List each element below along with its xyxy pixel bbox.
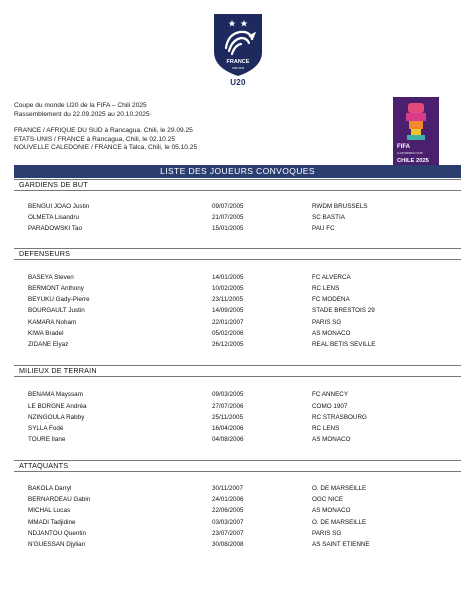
player-birthdate: 24/01/2006 — [212, 496, 244, 503]
player-birthdate: 16/04/2006 — [212, 425, 244, 432]
fff-crest-logo — [210, 12, 266, 78]
player-club: FC MODENA — [312, 296, 350, 303]
crest-federation-text: FRANCE — [226, 59, 250, 65]
player-row — [0, 295, 475, 305]
player-birthdate: 26/12/2005 — [212, 341, 244, 348]
player-birthdate: 22/06/2005 — [212, 507, 244, 514]
player-club: FC ANNECY — [312, 391, 349, 398]
player-birthdate: 23/11/2005 — [212, 296, 244, 303]
player-name: NDJANTOU Quentin — [28, 530, 86, 537]
player-club: O. DE MARSEILLE — [312, 519, 367, 526]
match-line: NOUVELLE CALEDONIE / FRANCE à Talca, Chili, le 05.10.25 — [14, 144, 198, 151]
player-row — [0, 202, 475, 212]
player-club: AS MONACO — [312, 507, 351, 514]
competition-line: Coupe du monde U20 de la FIFA – Chili 2025 — [14, 102, 147, 109]
player-row — [0, 435, 475, 445]
player-row — [0, 402, 475, 412]
player-birthdate: 15/01/2005 — [212, 225, 244, 232]
player-name: MICHAL Lucas — [28, 507, 71, 514]
player-name: SYLLA Fodé — [28, 425, 64, 432]
player-name: KIWA Bradel — [28, 330, 64, 337]
u20-label: U20 — [230, 78, 246, 87]
player-row — [0, 495, 475, 505]
player-birthdate: 04/08/2006 — [212, 436, 244, 443]
player-name: BERMONT Anthony — [28, 285, 84, 292]
player-name: BERNARDEAU Gabin — [28, 496, 91, 503]
player-birthdate: 25/11/2005 — [212, 414, 244, 421]
player-club: PARIS SG — [312, 319, 342, 326]
player-club: STADE BRESTOIS 29 — [312, 307, 375, 314]
player-club: AS MONACO — [312, 330, 351, 337]
crest-stars-text: 1998 2018 — [231, 67, 245, 70]
world-cup-line: U-20 WORLD CUP — [397, 151, 423, 155]
player-name: N'GUESSAN Djylian — [28, 541, 86, 548]
player-row — [0, 390, 475, 400]
player-name: BAKOLA Darryl — [28, 485, 72, 492]
player-name: OLMETA Lisandru — [28, 214, 79, 221]
player-row — [0, 413, 475, 423]
section-heading-goalkeepers: GARDIENS DE BUT — [14, 179, 461, 191]
player-row — [0, 318, 475, 328]
player-name: BENAMA Mayssam — [28, 391, 83, 398]
player-birthdate: 14/01/2005 — [212, 274, 244, 281]
player-club: RC LENS — [312, 425, 340, 432]
player-birthdate: 30/08/2008 — [212, 541, 244, 548]
player-club: AS MONACO — [312, 436, 351, 443]
player-birthdate: 14/09/2005 — [212, 307, 244, 314]
player-birthdate: 03/03/2007 — [212, 519, 244, 526]
player-club: PARIS SG — [312, 530, 342, 537]
player-birthdate: 05/02/2006 — [212, 330, 244, 337]
player-club: RWDM BRUSSELS — [312, 203, 368, 210]
player-name: LE BORGNE Andréa — [28, 403, 87, 410]
player-birthdate: 27/07/2006 — [212, 403, 244, 410]
fifa-wordmark: FIFA — [397, 144, 410, 150]
player-row — [0, 506, 475, 516]
player-name: NZINGOULA Rabby — [28, 414, 85, 421]
player-row — [0, 284, 475, 294]
player-row — [0, 329, 475, 339]
player-birthdate: 23/07/2007 — [212, 530, 244, 537]
player-club: PAU FC — [312, 225, 335, 232]
player-club: FC ALVERCA — [312, 274, 351, 281]
player-club: AS SAINT ETIENNE — [312, 541, 370, 548]
player-name: KAMARA Noham — [28, 319, 77, 326]
player-birthdate: 09/07/2005 — [212, 203, 244, 210]
player-name: BENGUI JOAO Justin — [28, 203, 90, 210]
player-club: SC BASTIA — [312, 214, 345, 221]
section-heading-midfielders: MILIEUX DE TERRAIN — [14, 365, 461, 377]
gathering-line: Rassemblement du 22.09.2025 au 20.10.2025 — [14, 110, 150, 118]
player-birthdate: 30/11/2007 — [212, 485, 244, 492]
player-row — [0, 529, 475, 539]
player-club: COMO 1907 — [312, 403, 348, 410]
player-name: BASEYA Steven — [28, 274, 74, 281]
player-row — [0, 224, 475, 234]
player-name: BEYUKU Gady-Pierre — [28, 296, 90, 303]
player-row — [0, 540, 475, 550]
match-line: FRANCE / AFRIQUE DU SUD à Rancagua, Chili, le 29.09.25 — [14, 127, 193, 134]
player-club: REAL BETIS SEVILLE — [312, 341, 376, 348]
player-club: RC STRASBOURG — [312, 414, 367, 421]
player-club: OGC NICE — [312, 496, 344, 503]
player-row — [0, 213, 475, 223]
section-heading-defenders: DEFENSEURS — [14, 248, 461, 260]
player-birthdate: 22/01/2007 — [212, 319, 244, 326]
section-heading-forwards: ATTAQUANTS — [14, 460, 461, 472]
player-birthdate: 09/03/2005 — [212, 391, 244, 398]
player-name: PARADOWSKI Tao — [28, 225, 83, 232]
player-name: TOURE Ilane — [28, 436, 66, 443]
player-row — [0, 424, 475, 434]
player-name: BOURGAULT Justin — [28, 307, 85, 314]
fifa-u20-world-cup-logo — [393, 97, 439, 167]
player-row — [0, 518, 475, 528]
player-row — [0, 273, 475, 283]
player-name: MMADI Tadjidine — [28, 519, 76, 526]
player-name: ZIDANE Elyaz — [28, 341, 69, 348]
player-row — [0, 484, 475, 494]
chile-2025-text: CHILE 2025 — [397, 158, 429, 164]
player-club: RC LENS — [312, 285, 340, 292]
player-birthdate: 10/02/2005 — [212, 285, 244, 292]
player-club: O. DE MARSEILLE — [312, 485, 367, 492]
player-birthdate: 21/07/2005 — [212, 214, 244, 221]
match-line: ETATS-UNIS / FRANCE à Rancagua, Chili, le 02.10.25 — [14, 135, 175, 143]
player-row — [0, 306, 475, 316]
player-row — [0, 340, 475, 350]
player-list-title: LISTE DES JOUEURS CONVOQUES — [14, 165, 461, 178]
